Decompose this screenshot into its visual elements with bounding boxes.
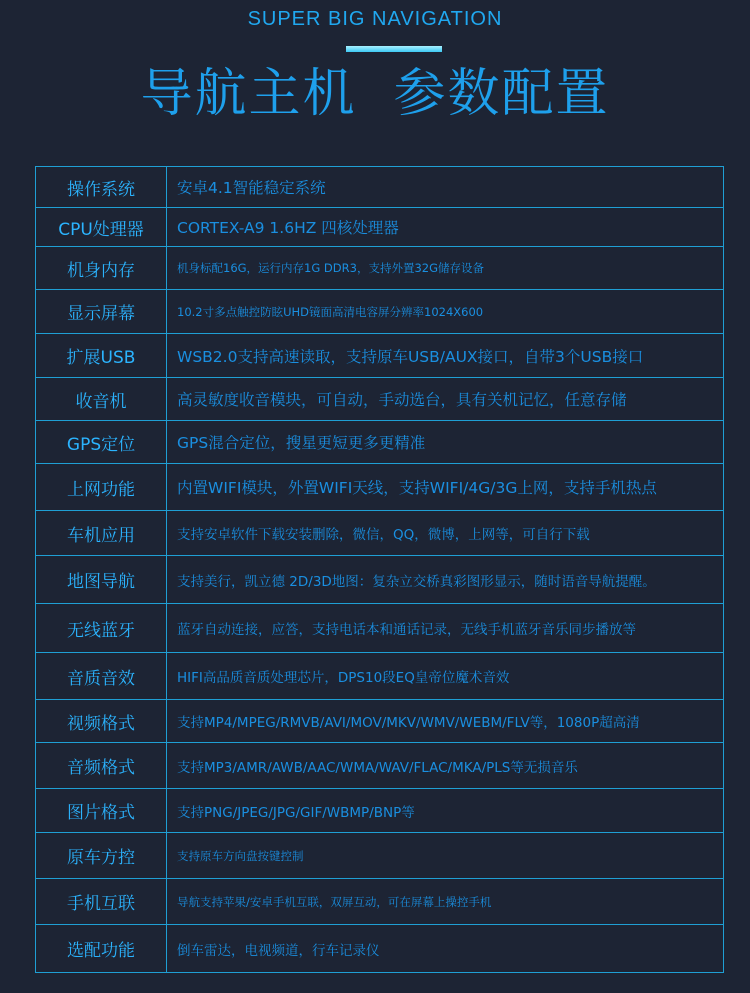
spec-label: 音质音效 — [36, 653, 167, 699]
spec-label: 无线蓝牙 — [36, 604, 167, 652]
spec-label: 收音机 — [36, 378, 167, 420]
spec-label: CPU处理器 — [36, 208, 167, 246]
spec-row-video-format — [36, 700, 723, 743]
spec-row-apps — [36, 511, 723, 556]
spec-value: WSB2.0支持高速读取，支持原车USB/AUX接口，自带3个USB接口 — [177, 347, 644, 366]
spec-value: 内置WIFI模块，外置WIFI天线，支持WIFI/4G/3G上网，支持手机热点 — [177, 479, 657, 497]
spec-row-image-format — [36, 789, 723, 833]
spec-label: 显示屏幕 — [36, 290, 167, 333]
spec-value: 支持PNG/JPEG/JPG/GIF/WBMP/BNP等 — [177, 804, 415, 821]
spec-row-cpu — [36, 208, 723, 247]
spec-value: 机身标配16G，运行内存1G DDR3，支持外置32G储存设备 — [177, 261, 484, 275]
spec-label: 原车方控 — [36, 833, 167, 878]
spec-row-optional — [36, 925, 723, 972]
spec-value: CORTEX-A9 1.6HZ 四核处理器 — [177, 219, 399, 237]
header-accent-bar — [346, 46, 442, 52]
spec-row-display — [36, 290, 723, 334]
spec-row-memory — [36, 247, 723, 290]
spec-row-audio-format — [36, 743, 723, 789]
spec-table — [35, 166, 724, 973]
header-subtitle: SUPER BIG NAVIGATION — [247, 8, 503, 30]
spec-value: 导航支持苹果/安卓手机互联，双屏互动，可在屏幕上操控手机 — [177, 894, 492, 909]
spec-row-radio — [36, 378, 723, 421]
spec-row-bluetooth — [36, 604, 723, 653]
spec-value: 10.2寸多点触控防眩UHD镜面高清电容屏分辨率1024X600 — [177, 304, 484, 319]
spec-label: 手机互联 — [36, 879, 167, 924]
spec-value: GPS混合定位，搜星更短更多更精准 — [177, 434, 426, 452]
spec-value: 支持美行，凯立德 2D/3D地图：复杂立交桥真彩图形显示，随时语音导航提醒。 — [177, 573, 656, 590]
spec-value: 蓝牙自动连接，应答，支持电话本和通话记录，无线手机蓝牙音乐同步播放等 — [177, 622, 636, 638]
spec-value: 支持安卓软件下载安装删除，微信，QQ，微博，上网等，可自行下载 — [177, 527, 590, 543]
spec-value: 高灵敏度收音模块，可自动，手动选台，具有关机记忆，任意存储 — [177, 391, 627, 409]
spec-label: 地图导航 — [36, 556, 167, 603]
spec-row-os — [36, 167, 723, 208]
page-title: 导航主机 参数配置 — [140, 64, 610, 124]
spec-row-map — [36, 556, 723, 604]
spec-label: 上网功能 — [36, 464, 167, 510]
spec-label: GPS定位 — [36, 421, 167, 463]
spec-row-audio-quality — [36, 653, 723, 700]
spec-label: 机身内存 — [36, 247, 167, 289]
spec-value: HIFI高品质音质处理芯片，DPS10段EQ皇帝位魔术音效 — [177, 670, 510, 686]
spec-value: 安卓4.1智能稳定系统 — [177, 179, 326, 197]
spec-row-gps — [36, 421, 723, 464]
spec-row-usb — [36, 334, 723, 378]
spec-value: 支持MP4/MPEG/RMVB/AVI/MOV/MKV/WMV/WEBM/FLV等，1080P超高清 — [177, 715, 640, 731]
spec-label: 视频格式 — [36, 700, 167, 742]
spec-label: 车机应用 — [36, 511, 167, 555]
spec-value: 倒车雷达，电视频道，行车记录仪 — [177, 942, 380, 959]
spec-row-phone-link — [36, 879, 723, 925]
spec-label: 选配功能 — [36, 925, 167, 972]
spec-value: 支持MP3/AMR/AWB/AAC/WMA/WAV/FLAC/MKA/PLS等无损音乐 — [177, 759, 578, 776]
spec-value: 支持原车方向盘按键控制 — [177, 848, 304, 863]
spec-row-steering-control — [36, 833, 723, 879]
spec-label: 扩展USB — [36, 334, 167, 377]
spec-label: 音频格式 — [36, 743, 167, 788]
spec-row-internet — [36, 464, 723, 511]
spec-label: 图片格式 — [36, 789, 167, 832]
spec-label: 操作系统 — [36, 167, 167, 207]
